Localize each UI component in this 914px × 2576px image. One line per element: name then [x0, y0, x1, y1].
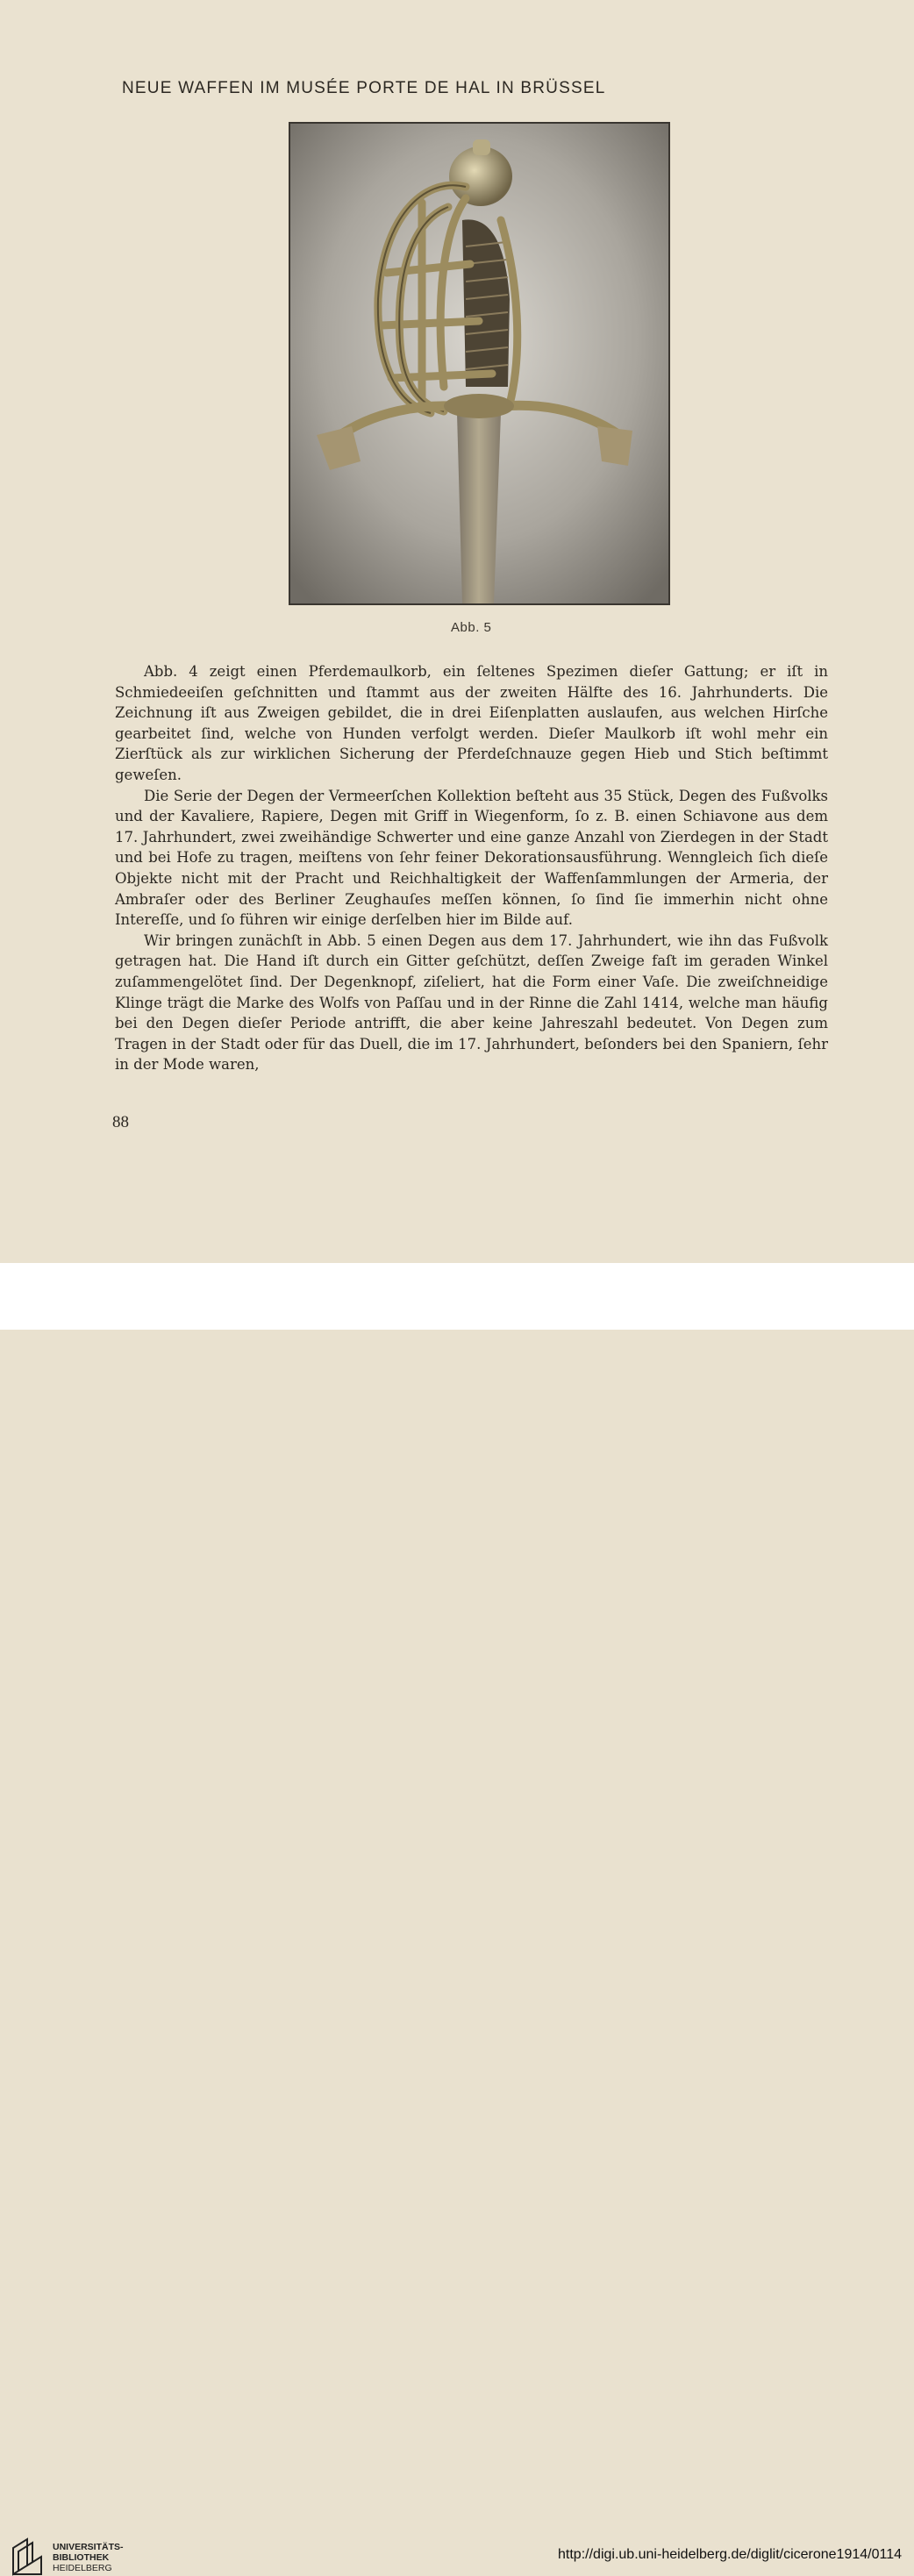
source-url[interactable]: http://digi.ub.uni-heidelberg.de/diglit/cicerone1914/0114	[558, 2547, 902, 2562]
library-footer	[0, 1263, 914, 2573]
paragraph: Wir bringen zunächſt in Abb. 5 einen Degen aus dem 17. Jahrhundert, wie ihn das Fußvolk getragen hat. Die Hand iſt durch ein Gitter geſchützt, deſſen Zweige faſt im geraden Winkel zuſammengelötet ſind. Der Degenknopf, ziſeliert, hat die Form einer Vaſe. Die zweiſchneidige Klinge trägt die Marke des Wolfs von Paſſau und in der Rinne die Zahl 1414, welche man häufig bei den Degen dieſer Periode antrifft, die aber keine Jahreszahl bedeutet. Von Degen zum Tragen in der Stadt oder für das Duell, die im 17. Jahrhundert, beſonders bei den Spaniern, ſehr in der Mode waren,	[115, 931, 828, 1074]
figure-plate	[289, 122, 670, 605]
running-header: NEUE WAFFEN IM MUSÉE PORTE DE HAL IN BRÜSSEL	[122, 79, 606, 97]
library-name	[53, 2542, 124, 2573]
page-number: 88	[112, 1113, 129, 1131]
body-text	[115, 661, 828, 1075]
library-name-line: UNIVERSITÄTS-	[53, 2542, 124, 2552]
paragraph: Die Serie der Degen der Vermeerſchen Kollektion beſteht aus 35 Stück, Degen des Fußvolks und der Kavaliere, Rapiere, Degen mit Griff in Wiegenform, ſo z. B. einen Schiavone aus dem 17. Jahrhundert, zwei zweihändige Schwerter und eine ganze Anzahl von Zierdegen in der Stadt und bei Hofe zu tragen, meiſtens von ſehr feiner Dekorationsausführung. Wenngleich ſich dieſe Objekte nicht mit der Pracht und Reichhaltigkeit der Waffenſammlungen der Armeria, der Ambraſer oder des Berliner Zeughauſes meſſen können, ſo ſind ſie immerhin nicht ohne Intereſſe, und ſo führen wir einige derſelben hier im Bilde auf.	[115, 787, 828, 929]
library-name-line: BIBLIOTHEK	[53, 2552, 110, 2563]
paragraph: Abb. 4 zeigt einen Pferdemaulkorb, ein ſeltenes Spezimen dieſer Gattung; er iſt in Schmiedeeiſen geſchnitten und ſtammt aus der zweiten Hälfte des 16. Jahrhunderts. Die Zeichnung iſt aus Zweigen gebildet, die in drei Eiſenplatten auslaufen, aus welchen Hirſche gearbeitet ſind, welche von Hunden verfolgt werden. Dieſer Maulkorb iſt wohl mehr ein Zierſtück als zur wirklichen Sicherung der Pferdeſchnauze gegen Hieb und Stich beſtimmt geweſen.	[115, 663, 828, 783]
library-logo-icon	[10, 2536, 46, 2576]
figure-caption: Abb. 5	[451, 620, 492, 635]
sword-hilt-image	[290, 124, 668, 603]
document-page	[0, 0, 914, 1263]
library-name-line: HEIDELBERG	[53, 2563, 112, 2573]
